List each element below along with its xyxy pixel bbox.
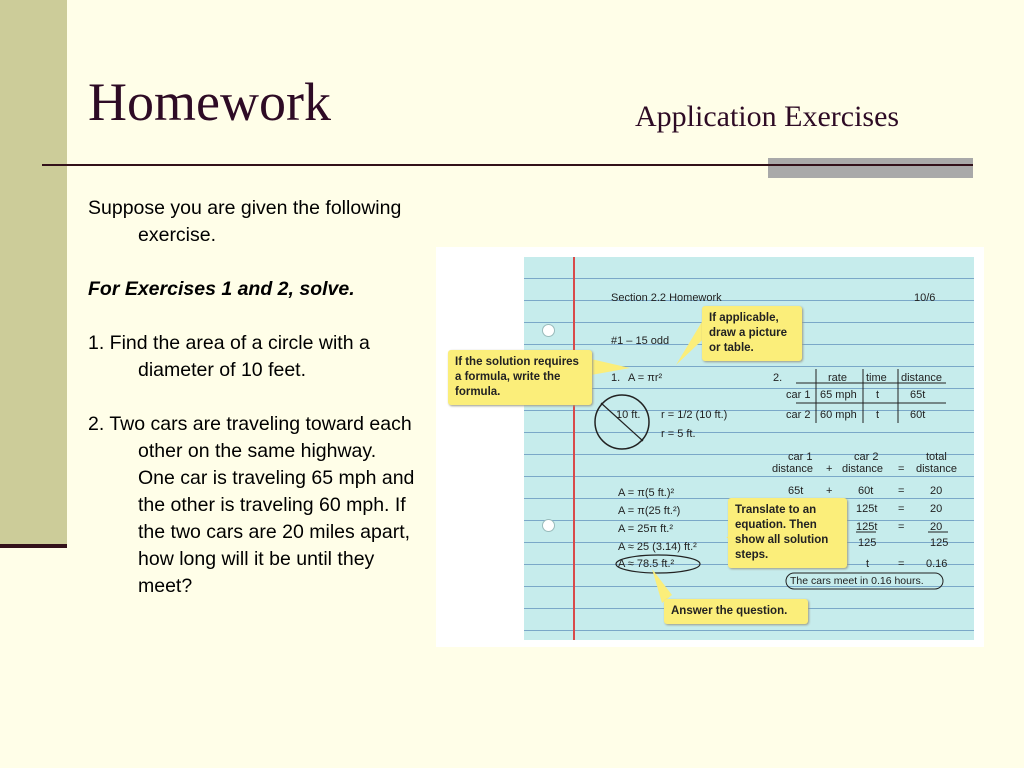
homework-problems: #1 – 15 odd (611, 335, 670, 347)
problem-2-number: 2. (773, 372, 783, 384)
equation-cell: 125t (856, 521, 878, 533)
table-cell: t (876, 389, 880, 401)
equation-header: distance (842, 463, 883, 475)
left-accent-underline (0, 544, 67, 548)
area-step: A = π(25 ft.²) (618, 505, 681, 517)
table-cell: 60 mph (820, 409, 857, 421)
callout-draw-picture: If applicable, draw a picture or table. (702, 306, 802, 361)
callout-pointer (652, 569, 672, 603)
equation-operator: = (898, 521, 905, 533)
circle-diameter-label: 10 ft. (616, 409, 641, 421)
radius-step-2: r = 5 ft. (661, 428, 696, 440)
title-rule-accent (768, 158, 973, 178)
slide-body (88, 195, 418, 627)
table-cell: car 2 (786, 409, 811, 421)
instruction-paragraph: For Exercises 1 and 2, solve. (88, 278, 355, 300)
equation-header: car 1 (788, 451, 813, 463)
problem-1-formula: A = πr² (628, 372, 663, 384)
equation-header: total (926, 451, 947, 463)
left-accent-bar (0, 0, 67, 548)
slide-title: Homework (88, 72, 331, 132)
homework-section-label: Section 2.2 Homework (611, 292, 722, 304)
area-step: A = π(5 ft.)² (618, 487, 675, 499)
equation-operator: = (898, 558, 905, 570)
equation-operator: + (826, 485, 833, 497)
equation-cell: t (866, 558, 870, 570)
table-cell: 60t (910, 409, 926, 421)
intro-paragraph: Suppose you are given the following exercise. (88, 197, 402, 246)
equation-cell: 125 (858, 537, 877, 549)
table-cell: 65t (910, 389, 926, 401)
callout-answer: Answer the question. (664, 599, 808, 624)
equation-cell: 125t (856, 503, 878, 515)
equation-operator: = (898, 503, 905, 515)
equation-operator: = (898, 485, 905, 497)
exercise-1: 1. Find the area of a circle with a diameter of 10 feet. (88, 332, 370, 381)
callout-write-formula: If the solution requires a formula, write the formula. (448, 350, 592, 405)
equation-operator: = (898, 463, 905, 475)
equation-operator: + (826, 463, 833, 475)
equation-cell: 20 (930, 521, 943, 533)
area-step: A ≈ 78.5 ft.² (618, 558, 675, 570)
answer-sentence: The cars meet in 0.16 hours. (790, 575, 924, 587)
equation-cell: 60t (858, 485, 874, 497)
title-rule-accent-line (768, 164, 973, 166)
homework-date: 10/6 (914, 292, 936, 304)
equation-header: car 2 (854, 451, 879, 463)
callout-translate: Translate to an equation. Then show all solution steps. (728, 498, 847, 568)
table-header: distance (901, 372, 942, 384)
homework-notebook-figure (436, 247, 984, 647)
table-cell: 65 mph (820, 389, 857, 401)
equation-cell: 0.16 (926, 558, 948, 570)
table-header: rate (828, 372, 847, 384)
table-cell: car 1 (786, 389, 811, 401)
equation-cell: 65t (788, 485, 804, 497)
equation-header: distance (916, 463, 957, 475)
table-cell: t (876, 409, 880, 421)
equation-header: distance (772, 463, 813, 475)
equation-cell: 20 (930, 485, 943, 497)
slide-subtitle: Application Exercises (635, 100, 900, 133)
equation-cell: 125 (930, 537, 949, 549)
radius-step-1: r = 1/2 (10 ft.) (661, 409, 728, 421)
exercise-2: 2. Two cars are traveling toward each other on the same highway. One car is traveling 65 mph and the other is traveling 60 mph. If the two cars are 20 miles apart, how long will it be until they meet? (88, 413, 415, 597)
area-step: A = 25π ft.² (618, 523, 673, 535)
equation-cell: 20 (930, 503, 943, 515)
problem-1-number: 1. (611, 372, 621, 384)
area-step: A ≈ 25 (3.14) ft.² (618, 541, 697, 553)
table-header: time (866, 372, 887, 384)
